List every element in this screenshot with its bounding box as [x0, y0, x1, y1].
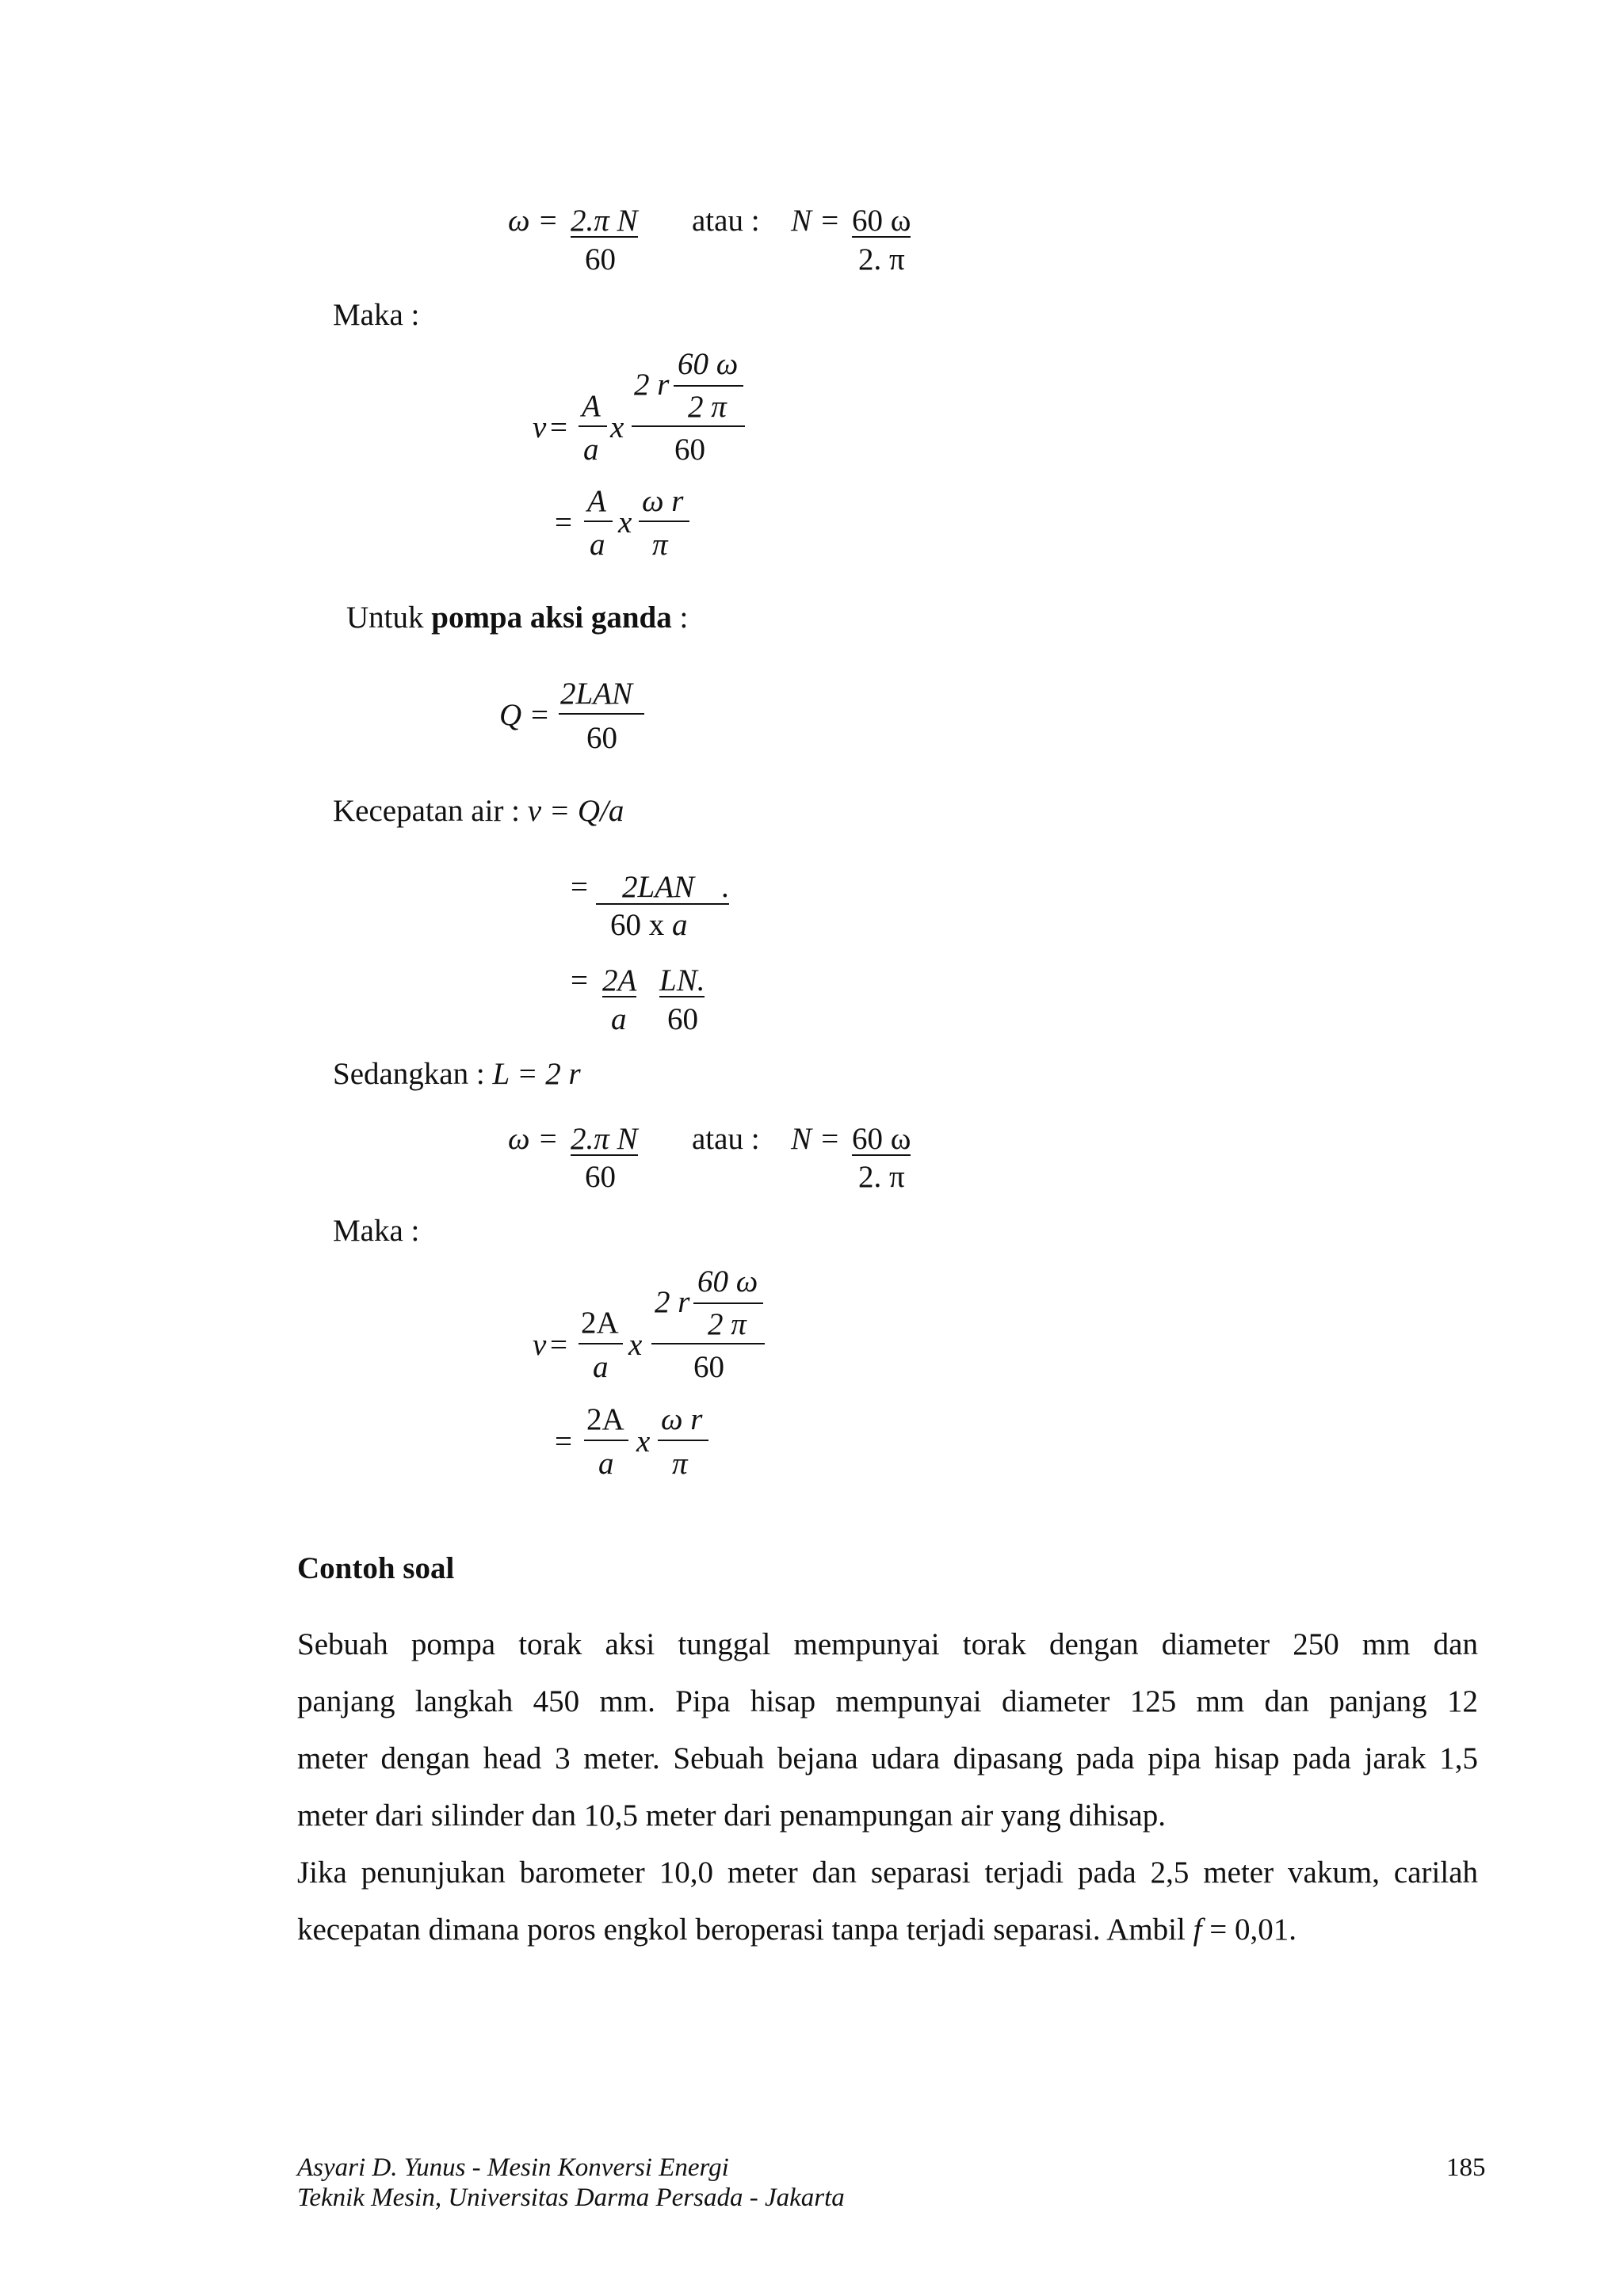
- omega-lhs: ω =: [508, 1122, 559, 1156]
- a-denominator: a: [583, 433, 599, 467]
- problem-line-4: meter dari silinder dan 10,5 meter dari penampungan air yang dihisap.: [297, 1798, 1166, 1833]
- two-pi: 2 π: [688, 390, 727, 424]
- problem-line-3: meter dengan head 3 meter. Sebuah bejana udara dipasang pada pipa hisap pada jarak 1,5: [297, 1741, 1478, 1775]
- k1-den-a: a: [672, 908, 688, 942]
- times-x: x: [636, 1425, 651, 1459]
- A-numerator: A: [582, 389, 601, 423]
- 2A-numerator: 2A: [581, 1306, 619, 1340]
- equals-sign: =: [531, 698, 548, 732]
- fraction-bar: [639, 521, 689, 522]
- k1-den-num: 60 x: [610, 908, 672, 942]
- pompa-aksi-ganda: pompa aksi ganda: [431, 601, 672, 635]
- problem-line-1: Sebuah pompa torak aksi tunggal mempunyai torak dengan diameter 250 mm dan: [297, 1627, 1478, 1661]
- a-denominator: a: [598, 1447, 614, 1481]
- inner-fraction-bar: [693, 1302, 763, 1304]
- fraction-bar: [559, 713, 644, 715]
- k2-den-a: a: [611, 1002, 627, 1036]
- k1-denominator: [610, 910, 688, 940]
- untuk-suffix: :: [671, 601, 689, 635]
- n-denominator: 2. π: [858, 1160, 905, 1194]
- omega-numerator: 2.π N: [571, 204, 638, 238]
- friction-factor-f: f: [1193, 1913, 1202, 1947]
- two-r: 2 r: [634, 368, 670, 402]
- double-acting-heading: [346, 602, 688, 633]
- water-velocity-line: [333, 795, 624, 826]
- sedangkan-label: Sedangkan :: [333, 1057, 493, 1091]
- equals-sign: =: [555, 505, 572, 540]
- kecepatan-label: Kecepatan air :: [333, 794, 528, 828]
- times-x: x: [610, 410, 624, 444]
- a-denominator: a: [590, 528, 605, 562]
- equals-sign: =: [555, 1425, 572, 1459]
- n-numerator: 60 ω: [852, 204, 911, 238]
- maka-label-2: Maka :: [333, 1214, 420, 1248]
- inner-fraction-bar: [674, 385, 743, 387]
- sixty-omega: 60 ω: [678, 347, 739, 381]
- equals-sign: =: [571, 963, 588, 997]
- outer-fraction-bar: [632, 425, 745, 427]
- equals-sign: =: [550, 410, 567, 444]
- fraction-bar: [584, 521, 613, 522]
- pi-denominator: π: [672, 1447, 688, 1481]
- kecepatan-formula: v = Q/a: [527, 794, 624, 828]
- problem-line-6: [297, 1901, 1478, 1958]
- omega-lhs: ω =: [508, 204, 559, 238]
- k1-dot: .: [721, 870, 729, 904]
- two-r: 2 r: [655, 1285, 690, 1319]
- untuk-prefix: Untuk: [346, 601, 432, 635]
- fraction-bar: [596, 903, 729, 905]
- v-symbol: v: [533, 410, 547, 444]
- atau-label: atau :: [692, 1122, 760, 1156]
- k2-num-2A: 2A: [602, 963, 637, 997]
- n-numerator: 60 ω: [852, 1122, 911, 1156]
- omega-r: ω r: [661, 1402, 703, 1436]
- problem-line-5: Jika penunjukan barometer 10,0 meter dan separasi terjadi pada 2,5 meter vakum, carilah: [297, 1855, 1478, 1890]
- n-lhs: N =: [791, 1122, 841, 1156]
- k2-num-LN: LN.: [659, 963, 705, 997]
- n-lhs: N =: [791, 204, 841, 238]
- sixty-omega: 60 ω: [697, 1264, 758, 1299]
- sixty-denominator: 60: [693, 1350, 724, 1384]
- omega-r: ω r: [642, 484, 684, 518]
- problem-line-2: panjang langkah 450 mm. Pipa hisap mempunyai diameter 125 mm dan panjang 12: [297, 1684, 1478, 1718]
- n-denominator: 2. π: [858, 242, 905, 277]
- sixty-denominator: 60: [674, 433, 705, 467]
- maka-label-1: Maka :: [333, 298, 420, 332]
- omega-denominator: 60: [585, 1160, 616, 1194]
- atau-label: atau :: [692, 204, 760, 238]
- omega-numerator: 2.π N: [571, 1122, 638, 1156]
- k2-den-60: 60: [667, 1002, 698, 1036]
- fraction-bar: [579, 425, 607, 427]
- footer-author: Asyari D. Yunus - Mesin Konversi Energi: [297, 2153, 729, 2182]
- times-x: x: [628, 1328, 643, 1362]
- omega-denominator: 60: [585, 242, 616, 277]
- q-denominator: 60: [586, 721, 617, 755]
- section-title-contoh-soal: Contoh soal: [297, 1551, 455, 1585]
- footer-institution: Teknik Mesin, Universitas Darma Persada - Jakarta: [297, 2183, 845, 2212]
- k1-numerator: 2LAN: [622, 870, 695, 904]
- outer-fraction-bar: [651, 1343, 765, 1344]
- problem-paragraph: [297, 1616, 1478, 1958]
- a-denominator: a: [593, 1350, 609, 1384]
- sedangkan-formula: L = 2 r: [492, 1057, 581, 1091]
- Q-symbol: Q: [499, 698, 522, 732]
- sedangkan-line: [333, 1058, 581, 1089]
- pi-denominator: π: [652, 528, 668, 562]
- fraction-bar: [579, 1343, 623, 1344]
- q-numerator: 2LAN: [560, 677, 633, 711]
- problem-line-6-pre: kecepatan dimana poros engkol beroperasi tanpa terjadi separasi. Ambil: [297, 1913, 1193, 1947]
- A-numerator: A: [587, 484, 606, 518]
- v-symbol: v: [533, 1328, 547, 1362]
- two-pi: 2 π: [708, 1307, 747, 1341]
- 2A-numerator: 2A: [586, 1402, 624, 1436]
- fraction-bar: [658, 1440, 708, 1441]
- equals-sign: =: [571, 870, 588, 904]
- problem-line-6-post: = 0,01.: [1201, 1913, 1296, 1947]
- fraction-bar: [584, 1440, 628, 1441]
- times-x: x: [618, 505, 632, 540]
- equals-sign: =: [550, 1328, 567, 1362]
- page-number: 185: [1446, 2153, 1486, 2182]
